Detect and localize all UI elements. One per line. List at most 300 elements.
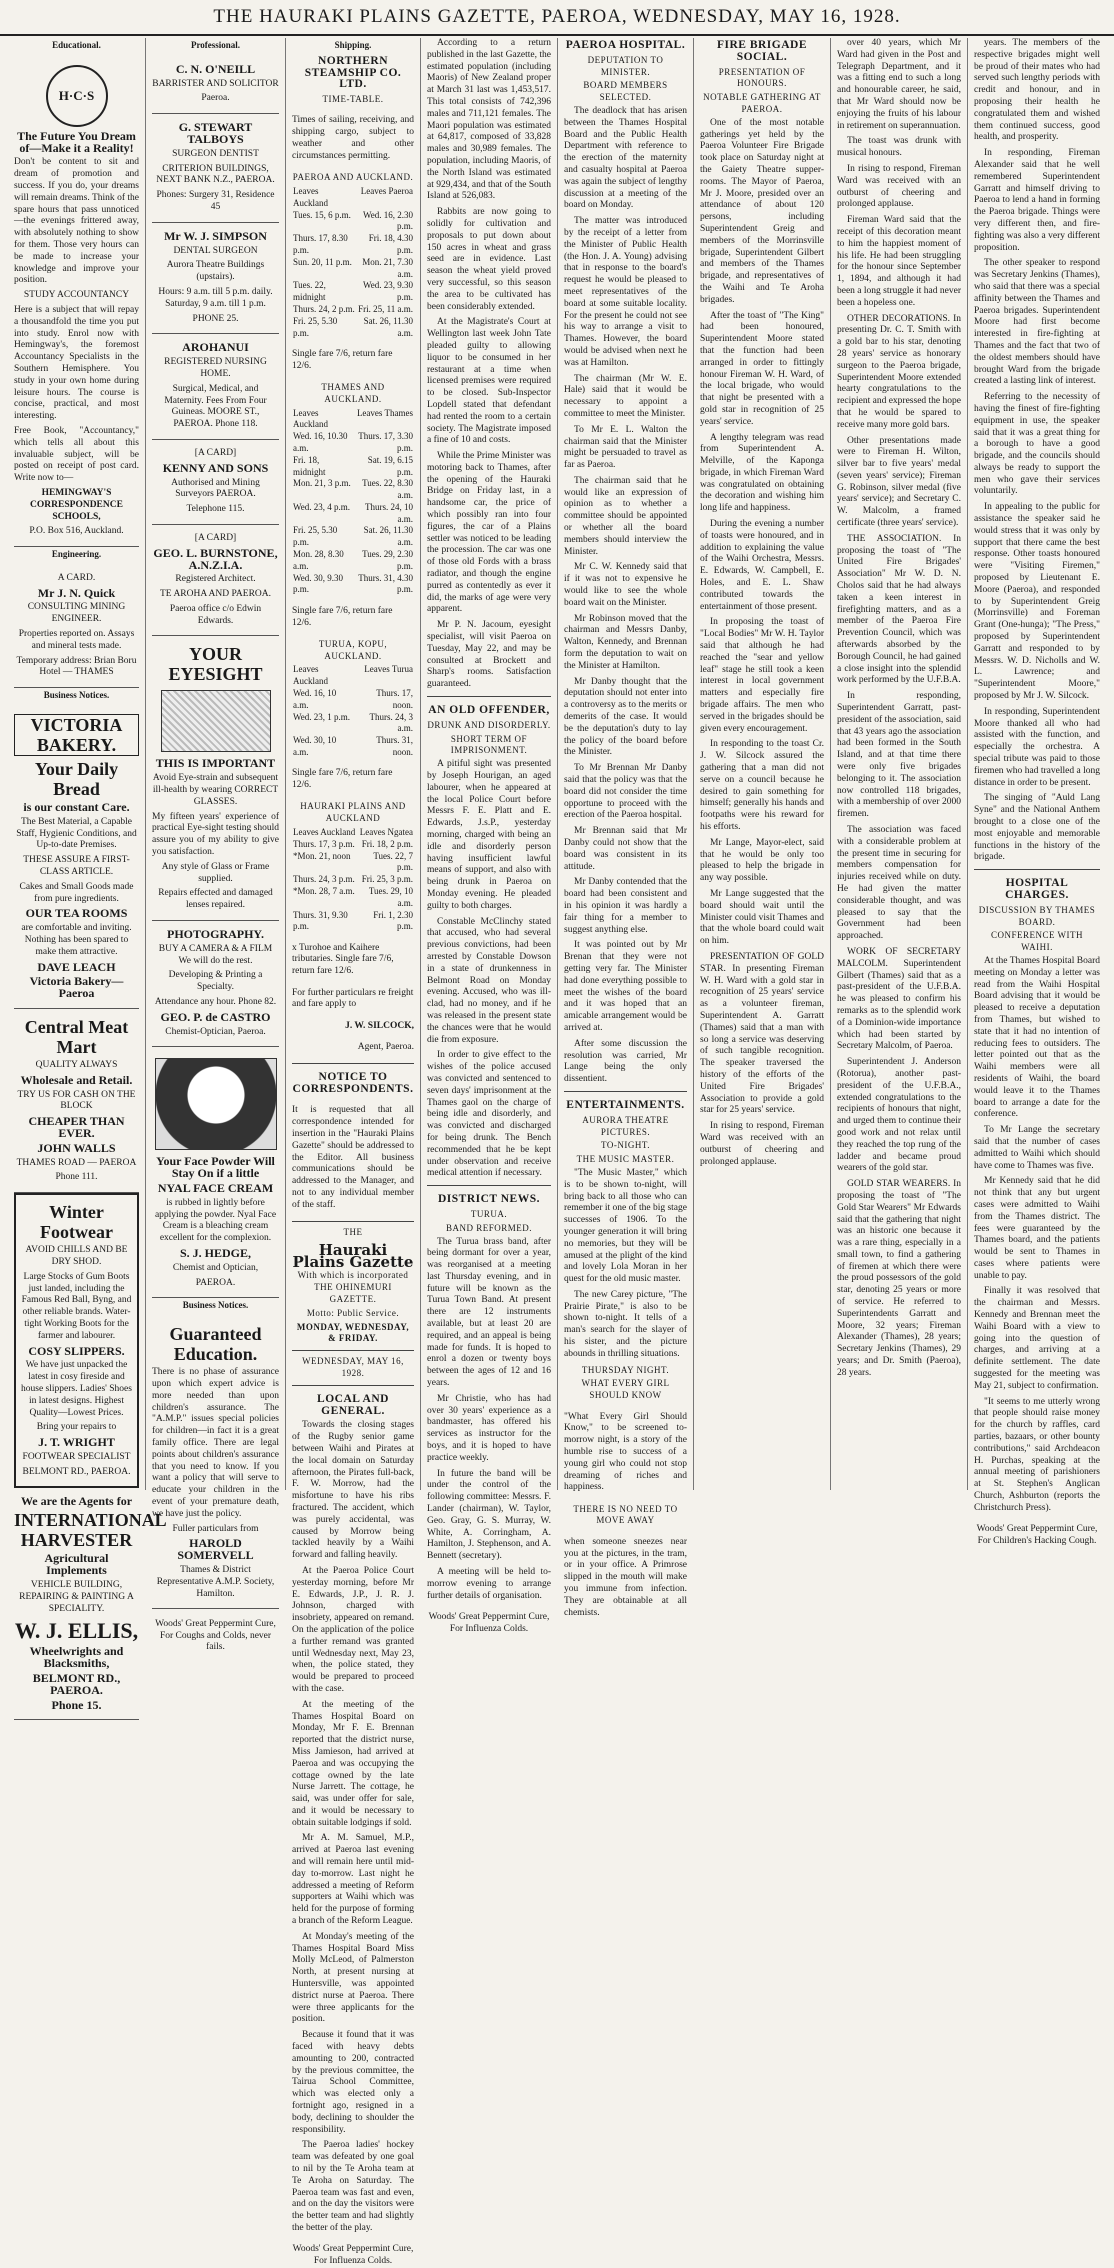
brigade-closing-body — [974, 38, 1100, 864]
talboys-phone: Phones: Surgery 31, Residence 45 — [156, 190, 275, 212]
gaz-sub: With which is incorporated THE OHINEMURI GAZETTE. — [297, 1270, 409, 1305]
bakery-sign: Victoria Bakery—Paeroa — [29, 974, 124, 1001]
article-paragraph: "It seems to me utterly wrong that people should raise money for the church by raffles, card parties, bazaars, or other bounty contributions," said Archdeacon H. Purchas, speaking at the annual meeting of parishioners at St. Stephen's Anglican Church, Ashburton (reports the Christchurch Press). — [974, 1396, 1100, 1513]
article-paragraph: While the Prime Minister was motoring back to Thames, after the opening of the Hauraki Bridge on Friday last, in a handsome car, the price of which possibly ran into four figures, the car of a Plains settler was noticed to be leading the procession. The car was one of those old Fords with a brass radiator, and though the engine purred as contentedly as ever it did, the marks of age were very apparent. — [427, 451, 551, 615]
timetable-row — [292, 851, 414, 875]
ent-head: ENTERTAINMENTS. — [566, 1098, 685, 1111]
corr-body: It is requested that all correspondence intended for insertion in the "Hauraki Plains Gazette" should be addressed to the Editor. All business communications should be addressed to the Manager, and not to any individual member of the staff. — [292, 1105, 414, 1210]
fw-body-2: We have just unpacked the latest in cosy fireside and house slippers. Ladies' Shoes in latest designs. Highest Quality—Lowest Prices. — [21, 1360, 132, 1418]
powder-head: Your Face Powder Will Stay On if a little — [156, 1154, 275, 1181]
pa-head: PAEROA AND AUCKLAND. — [292, 172, 414, 183]
article-paragraph: In responding, Fireman Alexander said that he well remembered Superintendent Garratt and himself driving to Paeroa to lend a hand in forming the Paeroa brigade. Things were very different then, and fire-fighting was also a very different proposition. — [974, 148, 1100, 253]
timetable-row — [292, 910, 414, 934]
article-paragraph: Rabbits are now going to solidly for cultivation and proposals to put down about 150 acres in wheat and grass seed are in evidence. Last season the wheat yield proved very successful, so this season the area to be cultivated has been considerably extended. — [427, 207, 551, 312]
section-label-business: Business Notices. — [43, 690, 110, 701]
ih-agents: We are the Agents for — [20, 1493, 133, 1508]
entertainments-body — [564, 1168, 687, 1361]
eyesight-ad — [152, 636, 279, 921]
hp-col-1: Leaves Ngatea — [359, 827, 413, 838]
freight-note: For further particulars re freight and fare apply to — [292, 987, 414, 1010]
gaz-date: WEDNESDAY, MAY 16, 1928. — [302, 1356, 404, 1378]
article-paragraph: The other speaker to respond was Secretary Jenkins (Thames), who said that there was a special affinity between the Thames and Paeroa brigades. Superintendent Moore had first become interested in fire-fighting at Thames and the fact that two of the oldest members should have brought Ward from the brigade created a lasting link of interest. — [974, 258, 1100, 387]
article-paragraph: The chairman said that he would like an expression of opinion as to whether a committee should be appointed or whether all the board members should interview the Minister. — [564, 475, 687, 557]
cure-ad-4: Woods' Great Peppermint Cure, For Influenza Colds. — [428, 1611, 550, 1634]
simpson-addr: Aurora Theatre Buildings (upstairs). — [166, 260, 265, 283]
hosp-sub: DEPUTATION TO MINISTER. — [587, 54, 664, 77]
timetable-cell: Mon. 28, 8.30 a.m. — [293, 549, 344, 571]
powder-name: NYAL FACE CREAM — [157, 1181, 274, 1196]
fw-owner-sub: FOOTWEAR SPECIALIST — [22, 1451, 131, 1462]
ent-nomove-body: when someone sneezes near you at the pictures, in the tram, or in your office. A Primrose slipped in the mouth will make you immune from infection. They are obtainable at all chemists. — [564, 1536, 687, 1618]
photo-dev: Developing & Printing a Specialty. — [168, 970, 263, 993]
timetable-row — [292, 316, 414, 340]
tt-head: TURUA, KOPU, AUCKLAND. — [318, 638, 388, 661]
meat-phone: Phone 111. — [55, 1172, 98, 1183]
timetable-cell: Tues. 22, midnight — [293, 280, 326, 303]
article-paragraph: Mr Brennan said that Mr Danby could not show that the board was consistent in its attitude. — [564, 826, 687, 872]
column-6 — [694, 38, 831, 1490]
hcs-free: Free Book, "Accountancy," which tells all about this invaluable subject, will be posted on receipt of post card. Write now to— — [14, 425, 139, 484]
article-paragraph: The Paeroa ladies' hockey team was defeated by one goal to nil by the Te Aroha team at Te Aroha on Saturday. The Paeroa team was fast and even, and on the day the visitors were the better team and had slightly the better of the play. — [292, 2140, 414, 2233]
amp-ad — [152, 1316, 279, 1609]
arohanui-title: REGISTERED NURSING HOME. — [164, 357, 267, 379]
article-paragraph: In responding, Superintendent Garratt, past-president of the association, said that 43 years ago the association had been formed in the South Island, and at that time there were only five brigades belonging to it. The association now controlled 118 brigades, with a membership of over 2000 firemen. — [837, 691, 961, 820]
timetable-cell: *Mon. 28, 7 a.m. — [293, 886, 355, 896]
article-paragraph: over 40 years, which Mr Ward had given in the Post and Telegraph Department, and it was a fitting end to such a long and honourable career, he said, that Mr Ward should now be enjoying the fruits of his labour in retirement on superannuation. — [837, 38, 961, 131]
timetable-row — [292, 478, 414, 502]
timetable-cell: Fri. 25, 3 p.m. — [361, 874, 413, 885]
offender-body — [427, 759, 551, 1180]
timetable-cell: Thurs. 17, 3 p.m. — [293, 838, 355, 849]
timetable-cell: Sat. 19, 6.15 p.m. — [367, 454, 413, 477]
architect-card — [152, 525, 279, 637]
timetable-cell: Fri. 18, midnight — [293, 454, 326, 477]
ns-title: NORTHERN STEAMSHIP CO. LTD. — [304, 54, 402, 91]
cure-ad-3: Woods' Great Peppermint Cure, For Influenza Colds. — [292, 2244, 414, 2267]
timetable-cell: Thurs. 17, 8.30 p.m. — [293, 233, 348, 255]
arohanui-name: AROHANUI — [182, 340, 249, 355]
timetable-row — [292, 525, 414, 549]
article-paragraph: Mr A. M. Samuel, M.P., arrived at Paeroa last evening and will remain here until mid-day to-morrow. Last night he addressed a meeting of Reform supporters at Waihi which was held for the purpose of forming a branch of the Reform League. — [292, 1833, 414, 1927]
timetable-cell: Wed. 16, 10.30 a.m. — [293, 431, 348, 453]
hcs-name: HEMINGWAY'S CORRESPONDENCE SCHOOLS, — [30, 487, 123, 522]
eye-body-4: Repairs effected and damaged lenses repaired. — [158, 888, 273, 911]
ent-thurs: THURSDAY NIGHT. — [581, 1364, 670, 1375]
timetable-cell: Fri. 25, 5.30 p.m. — [293, 525, 338, 548]
article-paragraph: In responding to the toast Cr. J. W. Silcock assured the gathering that a man did not serve on a council because he desired to gain something for himself; generally his hands and footpaths were his reward for his efforts. — [700, 739, 824, 832]
article-paragraph: In order to give effect to the wishes of the police accused was convicted and sentenced to seven days' imprisonment at the Thames gaol on the charge of being idle and disorderly, and was convicted and discharged for being drunk. The Bench recommended that he be kept under observation and receive medical attention if necessary. — [427, 1050, 551, 1179]
timetable-row — [292, 886, 414, 910]
castro-title: Chemist-Optician, Paeroa. — [165, 1026, 266, 1037]
hc-sub-2: CONFERENCE WITH WAIHI. — [990, 930, 1084, 953]
talboys-name: G. STEWART TALBOYS — [178, 120, 253, 146]
fw-sub: AVOID CHILLS AND BE DRY SHOD. — [25, 1245, 128, 1267]
bakery-slogan: Your Daily Bread — [34, 759, 119, 800]
amp-agent: HAROLD SOMERVELL — [177, 1536, 254, 1563]
district-body — [427, 1237, 551, 1603]
fw-repairs: Bring your repairs to — [36, 1422, 117, 1433]
fire-sub: PRESENTATION OF HONOURS. — [718, 66, 806, 89]
hcs-body: Don't be content to sit and dream of promotion and success. If you do, your dreams will remain dreams. Think of the spare hours that pass unnoticed—the evenings frittered away, with absolutely nothing to show for them. Those very hours can be made to increase your knowledge and improve your position. — [14, 157, 139, 286]
timetable-cell: Thurs. 17, noon. — [376, 688, 413, 710]
article-paragraph: At the meeting of the Thames Hospital Board on Monday, Mr F. E. Brennan reported that the district nurse, Miss Jamieson, had arrived at Paeroa and was occupying the cottage owned by the late Nurse Jarrett. The cottage, he said, was under offer for sale, and it would be necessary to obtain suitable lodgings if sold. — [292, 1699, 414, 1828]
arohanui-card — [152, 334, 279, 440]
article-paragraph: THE ASSOCIATION. In proposing the toast of "The United Fire Brigades' Association" Mr W. D. N. Cholos said that he had always taken a keen interest in firefighting matters, and as a member of the Paeroa Fire Prevention Council, which was afterwards absorbed by the Borough Council, he had gained a close insight into the splendid work performed by the U.F.B.A. — [837, 533, 961, 686]
bakery-tea-body: are comfortable and inviting. Nothing has been spared to make them attractive. — [21, 923, 132, 957]
timetable-cell: Sun. 20, 11 p.m. — [293, 256, 352, 267]
article-paragraph: A pitiful sight was presented by Joseph Hourigan, an aged labourer, when he appeared at the local Police Court before Messrs F. E. Platt and E. Edwards, J.s.P., yesterday morning, charged with being an idle and disorderly person having insufficient lawful means of support, and also with being drunk in Paeroa on Monday evening. He pleaded guilty to both charges. — [427, 759, 551, 911]
fw-body: Large Stocks of Gum Boots just landed, including the Famous Red Ball, Byng, and other reliable brands. Water-tight Working Boots for the farmer and labourer. — [21, 1271, 132, 1341]
district-head: DISTRICT NEWS. — [437, 1193, 540, 1206]
column-8 — [968, 38, 1106, 1546]
ellis-name: W. J. ELLIS, — [14, 1618, 139, 1644]
hospital-body — [564, 106, 687, 1086]
timetable-cell: Thurs. 24, 3 a.m. — [369, 711, 413, 734]
ta-fare: Single fare 7/6, return fare 12/6. — [292, 605, 393, 628]
fw-cosy: COSY SLIPPERS. — [28, 1343, 125, 1358]
quick-addr: Temporary address: Brian Boru Hotel — THAMES — [16, 655, 137, 678]
lusk-office: Paeroa office c/o Edwin Edwards. — [169, 603, 262, 626]
timetable-row — [292, 233, 414, 257]
article-paragraph: Referring to the necessity of having the finest of fire-fighting equipment in use, the speaker said that it was a great thing for a borough to have a good brigade, and the councils should always be ready to support the men who gave their services voluntarily. — [974, 392, 1100, 497]
column-5 — [558, 38, 694, 1618]
article-paragraph: "The Music Master," which is to be shown to-night, will bring back to all those who can remember it one of the big stage successes of 1906. To the younger generation it will bring no memories, but they will be amused at the plight of the kind and lovely Lola Moran in her quest for the old music master. — [564, 1167, 687, 1285]
talboys-title: SURGEON DENTIST — [172, 148, 259, 159]
timetable-cell: Tues. 15, 6 p.m. — [293, 209, 351, 220]
timetable-row — [292, 688, 414, 712]
simpson-name: Mr W. J. SIMPSON — [164, 228, 267, 243]
bakery-assure: THESE ASSURE A FIRST-CLASS ARTICLE. — [23, 855, 130, 878]
timetable-row — [292, 455, 414, 479]
eye-body-2: My fifteen years' experience of practical Eye-sight testing should assure you of my ability to give you satisfaction. — [152, 811, 279, 858]
article-paragraph: According to a return published in the last Gazette, the estimated population (including Maoris) of New Zealand proper at March 31 last was 1,453,517. This total consists of 742,396 males and 711,121 females. The Maori population was estimated at 64,817, composed of 33,828 males and 30,989 females. The population, including Maoris, of the North Island was estimated at 929,434, and that of the South Island at 526,083. — [427, 38, 552, 202]
ellis-addr: BELMONT RD., PAEROA. — [32, 1670, 121, 1697]
arohanui-body: Surgical, Medical, and Maternity. Fees From Four Guineas. MOORE ST., PAEROA. Phone 118. — [164, 383, 267, 430]
timetable-hauraki-plains — [292, 801, 414, 978]
oneill-title: BARRISTER AND SOLICITOR — [152, 78, 279, 89]
article-paragraph: A meeting will be held to-morrow evening to arrange further details of organisation. — [427, 1567, 551, 1601]
corr-head: NOTICE TO CORRESPONDENTS. — [292, 1071, 414, 1096]
offender-head: AN OLD OFFENDER, — [428, 704, 550, 717]
timetable-cell: Tues. 22, 7 p.m. — [373, 850, 413, 873]
article-paragraph: The singing of "Auld Lang Syne" and the National Anthem brought to a close one of the most enjoyable and memorable functions in the history of the brigade. — [974, 793, 1100, 863]
international-harvester-ad — [14, 1488, 167, 1721]
talboys-addr: CRITERION BUILDINGS, NEXT BANK N.Z., PAEROA. — [156, 163, 275, 186]
timetable-cell: Fri. 25, 5.30 p.m. — [293, 315, 338, 338]
ent-nomove: THERE IS NO NEED TO MOVE AWAY — [573, 1503, 678, 1526]
timetable-cell: Tues. 29, 10 a.m. — [368, 886, 413, 908]
timetable-row — [292, 280, 414, 304]
simpson-hours: Hours: 9 a.m. till 5 p.m. daily. Saturday, 9 a.m. till 1 p.m. — [158, 286, 273, 309]
timetable-row — [292, 735, 414, 759]
timetable-row — [292, 210, 414, 234]
ta-head: THAMES AND AUCKLAND. — [321, 381, 385, 404]
lusk-title: Registered Architect. — [175, 574, 256, 585]
timetable-cell: Thurs. 31, 4.30 p.m. — [358, 572, 413, 595]
article-paragraph: The new Carey picture, "The Prairie Pirate," is also to be shown to-night. It tells of a man's search for the slayer of his sister, and the picture abounds in thrilling situations. — [564, 1289, 687, 1359]
lusk-name: GEO. L. BURNSTONE, A.N.Z.I.A. — [153, 545, 278, 572]
meat-ws: Wholesale and Retail. — [20, 1072, 133, 1087]
article-paragraph: In appealing to the public for assistance the speaker said he would stress that it was only by support that there came the best response. Other toasts honoured were "Visiting Firemen," proposed by Lieutenant E. Moore (Paeroa), and responded to by Superintendent Greig (Morrinsville) and Foreman Grant (One-hunga); "The Press," proposed by Superintendent Garratt and responded to by Messrs. W. D. Nicholls and W. L. Lawrence; and "Superintendent Moore," proposed by Mr J. W. Silcock. — [974, 502, 1100, 702]
tt-fare: Single fare 7/6, return fare 12/6. — [292, 768, 393, 791]
hp-note: x Turohoe and Kaihere tributaries. Single fare 7/6, return fare 12/6. — [292, 942, 394, 977]
hedge-name: S. J. HEDGE, — [179, 1246, 251, 1260]
timetable-cell: Fri. 1, 2.30 p.m. — [373, 909, 413, 932]
timetable-row — [292, 502, 414, 526]
quick-title: CONSULTING MINING ENGINEER. — [27, 602, 126, 625]
article-paragraph: Mr Lange suggested that the board should wait until the Minister could visit Thames and that the whole board could wait on him. — [700, 888, 824, 947]
ent-tonight: TO-NIGHT. — [601, 1140, 650, 1151]
district-sub-2: BAND REFORMED. — [445, 1222, 532, 1233]
hcs-logo: H·C·S — [46, 65, 108, 127]
timetable-row — [292, 431, 414, 455]
article-paragraph: GOLD STAR WEARERS. In proposing the toast of "The Gold Star Wearers" Mr Edwards said that the gathering that night was an historic one because it was a rare thing, especially in a small town, to find a gathering of firemen at which there were the proud possessors of the gold star, denoting 25 years or more of service. He referred to Superintendents Garratt and Moore, 32 years; Fireman Alexander (Thames), 28 years; Secretary Jenkins (Thames), 29 years; and Dr. Smith (Paeroa), 28 years. — [837, 1179, 961, 1378]
hosp-sub-2: BOARD MEMBERS SELECTED. — [583, 80, 668, 103]
article-paragraph: At the Paeroa Police Court yesterday morning, before Mr E. Edwards, J.P., J. R. J. Johnson, charged with insobriety, appeared on remand. On the application of the police a further remand was granted until Wednesday next, May 23, when, the police stated, they would be prepared to proceed with the case. — [292, 1565, 414, 1694]
fw-title: Winter Footwear — [40, 1202, 113, 1243]
article-paragraph: It was pointed out by Mr Brenan that they were not getting very far. The Minister had done everything possible to meet the wishes of the board and it was hoped that an amicable arrangement would be arrived at. — [564, 940, 687, 1033]
article-paragraph: PRESENTATION OF GOLD STAR. In presenting Fireman W. H. Ward with a gold star in recognition of 25 years' service as a volunteer fireman, Superintendent A. Garratt (Thames) said that a man with so long a service was deserving of such tangible recognition. The speaker traversed the history of the efforts of the United Fire Brigades' Association to provide a gold star for 25 years' service. — [700, 951, 824, 1116]
amp-agent-2: Thames & District Representative A.M.P. Society, Hamilton. — [156, 1564, 275, 1599]
article-paragraph: In responding, Superintendent Moore thanked all who had assisted with the function, and especially the orchestra. A special tribute was paid to those firemen who had travelled a long distance in order to be present. — [974, 706, 1100, 788]
ih-name: INTERNATIONAL HARVESTER — [14, 1510, 167, 1551]
timetable-cell: Tues. 29, 2.30 p.m. — [362, 549, 413, 571]
article-paragraph: At the Magistrate's Court at Wellington last week John Tate pleaded guilty to allowing liquor to be consumed in her restaurant at a time when licensed premises were required to be closed. Sub-Inspector Lopdell stated that defendant had rented the room to a certain society. The Magistrate imposed a fine of 10 and costs. — [427, 317, 551, 446]
agent-name: J. W. SILCOCK, — [345, 1020, 414, 1031]
article-paragraph: Mr Danby thought that the deputation should not enter into a controversy as to the merits or demerits of the case. It would be the deputation's duty to lay the policy of the board before the Minister. — [564, 676, 687, 758]
cure-ad-8: Woods' Great Peppermint Cure, For Children's Hacking Cough. — [976, 1524, 1098, 1546]
timetable-turua — [292, 639, 414, 792]
pa-col-1: Leaves Paeroa — [360, 185, 413, 196]
hospital-charges-body — [974, 956, 1100, 1515]
ent-thurs-body: "What Every Girl Should Know," to be screened to-morrow night, is a story of the humble rise to success of a young girl who could not stop dreaming of riches and happiness. — [564, 1411, 687, 1493]
article-paragraph: Towards the closing stages of the Rugby senior game between Waihi and Pirates at the local domain on Saturday afternoon, the Pirates full-back, F. W. Morrow, had the misfortune to have his ribs fractured. The accident, which was purely accidental, was caused by Morrow being tackled heavily by a Waihi forward and falling heavily. — [292, 1420, 414, 1561]
hp-col-0: Leaves Auckland — [293, 827, 356, 838]
section-label-engineering: Engineering. — [51, 549, 102, 560]
hedge-town: PAEROA. — [195, 1277, 236, 1288]
article-paragraph: OTHER DECORATIONS. In presenting Dr. C. T. Smith with a gold bar to his star, denoting 28 years' service as honorary surgeon to the Paeroa brigade, Superintendent Moore extended hearty congratulations to the recipient and expressed the hope that he would be spared to receive many more gold bars. — [837, 313, 961, 430]
timetable-row — [292, 257, 414, 281]
local-head: LOCAL AND GENERAL. — [317, 1392, 389, 1417]
section-label-business-2: Business Notices. — [182, 1300, 249, 1311]
ent-thurs-sub: WHAT EVERY GIRL SHOULD KNOW — [581, 1378, 670, 1401]
kenny-card-label: [A CARD] — [194, 447, 237, 458]
article-paragraph: To Mr Brennan Mr Danby said that the policy was that the board did not consider the time opportune to proceed with the erection of the Paeroa hospital. — [564, 763, 687, 821]
hcs-tagline: The Future You Dream of—Make it a Reality! — [17, 128, 136, 155]
article-paragraph: Fireman Ward said that the receipt of this decoration meant to him the happiest moment of his life. He had been struggling for the honour since September 1, 1894, and although it had been a long struggle it had never been a hopeless one. — [837, 215, 961, 308]
article-paragraph: Mr Danby contended that the board had been consistent and in his opinion it was hardly a fair thing for a member to suggest anything else. — [564, 877, 687, 935]
masthead: THE HAURAKI PLAINS GAZETTE, PAEROA, WEDNESDAY, MAY 16, 1928. — [0, 0, 1114, 36]
article-paragraph: One of the most notable gatherings yet held by the Paeroa Volunteer Fire Brigade took place on Saturday night at the Gaiety Theatre supper-rooms. The Mayor of Paeroa, Mr J. Moore, presided over an attendance of about 120 persons, including Superintendent Greig and members of the Morrinsville brigade, Superintendent Gilbert and members of the Thames brigade, and representatives of the Waihi and Te Aroha brigades. — [700, 117, 824, 305]
timetable-cell: Fri. 18, 4.30 p.m. — [368, 233, 413, 255]
meat-addr: THAMES ROAD — PAEROA — [16, 1157, 137, 1168]
fire-head: FIRE BRIGADE SOCIAL. — [716, 39, 808, 63]
cure-ad: Woods' Great Peppermint Cure, For Coughs and Colds, never fails. — [155, 1618, 276, 1653]
hosp-head: PAEROA HOSPITAL. — [565, 39, 686, 51]
meat-try: TRY US FOR CASH ON THE BLOCK — [17, 1089, 136, 1112]
quick-name: Mr J. N. Quick — [37, 585, 116, 600]
meat-name: Central Meat Mart — [24, 1017, 129, 1058]
article-paragraph: Mr C. W. Kennedy said that if it was not to expensive he would like to see the whole board wait on the Minister. — [564, 562, 687, 608]
timetable-row — [292, 712, 414, 736]
timetable-cell: Fri. 18, 2 p.m. — [361, 838, 413, 849]
timetable-cell: Wed. 16, 2.30 p.m. — [362, 209, 413, 232]
column-3 — [286, 38, 421, 2267]
hcs-study: STUDY ACCOUNTANCY — [23, 290, 130, 301]
article-paragraph: To Mr Lange the secretary said that the number of cases admitted to Waihi which should have come to Thames was five. — [974, 1125, 1100, 1171]
bakery-body: The Best Material, a Capable Staff, Hygienic Conditions, and Up-to-date Premises. — [16, 816, 137, 851]
article-paragraph: The association was faced with a considerable problem at the present time in securing for members compensation for injuries received while on duty. He had given the matter considerable thought, and was pleased to say that the Government had been approached. — [837, 825, 961, 942]
nyal-face-cream-ad — [152, 1047, 279, 1298]
ns-sub: TIME-TABLE. — [322, 94, 384, 105]
eye-title: YOUR EYESIGHT — [168, 644, 263, 685]
bakery-sub: is our constant Care. — [23, 800, 130, 815]
section-label-educational: Educational. — [52, 40, 101, 50]
hedge-title: Chemist and Optician, — [172, 1262, 259, 1273]
fw-owner: J. T. WRIGHT — [38, 1435, 115, 1450]
hemingway-ad — [14, 56, 139, 547]
ent-sub: AURORA THEATRE PICTURES. — [582, 1114, 669, 1137]
timetable-cell: Sat. 26, 11.30 a.m. — [363, 525, 413, 548]
article-paragraph: The deadlock that has arisen between the Thames Hospital Board and the Public Health Department with reference to the erection of the maternity and casualty hospital at Paeroa was again the subject of lengthy discussion at a meeting of the board on Monday. — [564, 105, 687, 211]
tt-col-0: Leaves Auckland — [293, 664, 328, 687]
simpson-phone: PHONE 25. — [192, 313, 239, 324]
timetable-cell: Thurs. 24, 2 p.m. — [293, 303, 355, 314]
timetable-cell: Wed. 30, 10 a.m. — [293, 735, 337, 758]
quick-card: A CARD. — [57, 572, 96, 583]
timetable-row — [292, 839, 414, 851]
timetable-thames-auckland — [292, 382, 414, 629]
lusk-addr: TE AROHA AND PAEROA. — [159, 589, 272, 600]
article-paragraph: Other presentations made were to Fireman H. Wilton, silver bar to five years' medal (seven years' service); Fireman G. Robinson, silver medal (five years' service); and Secretary C. W. Malcolm, a framed certificate (three years' service). — [837, 435, 961, 529]
article-paragraph: Finally it was resolved that the chairman and Messrs. Kennedy and Brennan meet the Waihi Board with a view to going into the question of charges, and arriving at a definite settlement. The date suggested for the meeting was May 21, subject to confirmation. — [974, 1286, 1100, 1391]
local-general-body — [292, 1420, 414, 2234]
hp-head: HAURAKI PLAINS AND AUCKLAND — [300, 801, 406, 824]
timetable-row — [292, 573, 414, 597]
ih-services: VEHICLE BUILDING, REPAIRING & PAINTING A SPECIALITY. — [19, 1579, 134, 1614]
article-paragraph: The chairman (Mr W. E. Hale) said that it would be necessary to appoint a committee to meet the Minister. — [564, 373, 687, 419]
timetable-cell: Wed. 23, 4 p.m. — [293, 501, 351, 512]
timetable-cell: Wed. 23, 9.30 p.m. — [362, 280, 413, 303]
kenny-card — [152, 440, 279, 525]
article-paragraph: Mr Lange, Mayor-elect, said that he would be only too pleased to help the brigade in any way possible. — [700, 837, 824, 884]
kenny-phone: Telephone 115. — [186, 504, 245, 515]
agent-title: Agent, Paeroa. — [357, 1041, 414, 1052]
photo-att: Attendance any hour. Phone 82. — [154, 997, 277, 1008]
article-paragraph: A lengthy telegram was read from Superintendent A. Melville, of the Kaponga brigade, in which Fireman Ward was congratulated on obtaining the decoration and wishing him long life and happiness. — [700, 432, 824, 514]
article-paragraph: years. The members of the respective brigades might well be proud of their mates who had served such lengthy periods with credit and honour, and in proposing their health he congratulated them and wished them continued success, good health, and prosperity. — [974, 38, 1100, 143]
fw-addr: BELMONT RD., PAEROA. — [22, 1466, 131, 1477]
timetable-cell: Wed. 23, 1 p.m. — [293, 711, 351, 722]
bakery-tea: OUR TEA ROOMS — [25, 906, 128, 921]
column-1 — [8, 38, 167, 1712]
eye-important: THIS IS IMPORTANT — [155, 756, 276, 771]
meat-always: QUALITY ALWAYS — [35, 1060, 118, 1071]
amp-fuller: Fuller particulars from — [172, 1523, 259, 1534]
timetable-cell: Sat. 26, 11.30 a.m. — [363, 315, 413, 338]
timetable-row — [292, 874, 414, 886]
article-paragraph: The matter was introduced by the receipt of a letter from the Minister of Public Health (the Hon. J. A. Young) advising that in response to the board's request he would be pleased to meet representatives of the board at some suitable locality. For the present he could not see his way to arrange a visit to Thames. However, the board would be advised when next he was at Hamilton. — [564, 216, 687, 368]
timetable-cell: Thurs. 24, 10 a.m. — [365, 501, 413, 524]
news-items-body — [427, 38, 551, 691]
ent-tonight-sub: THE MUSIC MASTER. — [576, 1154, 675, 1165]
ellis-trade: Wheelwrights and Blacksmiths, — [29, 1644, 124, 1671]
oneill-card — [152, 56, 279, 114]
article-paragraph: At Monday's meeting of the Thames Hospital Board Miss Molly McLeod, of Palmerston North, at present nursing at Huntersville, was appointed district nurse at Paeroa. There were three applicants for the position. — [292, 1931, 414, 2025]
simpson-card — [152, 223, 279, 335]
section-label-professional: Professional. — [190, 40, 241, 50]
oneill-town: Paeroa. — [201, 93, 230, 104]
fire-brigade-continued-body — [837, 38, 961, 1380]
timetable-cell: Thurs. 31, noon. — [376, 735, 413, 758]
hc-sub: DISCUSSION BY THAMES BOARD. — [978, 904, 1096, 927]
simpson-title: DENTAL SURGEON — [173, 245, 258, 256]
fire-brigade-body — [700, 118, 824, 1169]
gaz-days: MONDAY, WEDNESDAY, & FRIDAY. — [296, 1321, 410, 1344]
article-paragraph: Mr P. N. Jacoum, eyesight specialist, will visit Paeroa on Tuesday, May 22, and may be consulted at Brockett and Sharp's rooms. Satisfaction guaranteed. — [427, 620, 551, 690]
article-paragraph: To Mr E. L. Walton the chairman said that the Minister might be persuaded to travel as far as Paeroa. — [564, 424, 687, 471]
hcs-addr: P.O. Box 516, Auckland. — [29, 526, 124, 537]
column-2 — [146, 38, 286, 1653]
timetable-cell: *Mon. 21, noon — [293, 850, 351, 861]
timetable-paeroa-auckland — [292, 172, 414, 372]
timetable-cell: Fri. 25, 11 a.m. — [358, 303, 413, 314]
timetable-cell: Mon. 21, 3 p.m. — [293, 478, 351, 489]
photo-title: PHOTOGRAPHY. — [166, 927, 264, 942]
ta-col-1: Leaves Thames — [356, 407, 413, 418]
ih-sub: Agricultural Implements — [44, 1551, 109, 1578]
hc-head: HOSPITAL CHARGES. — [1005, 877, 1069, 901]
article-paragraph: During the evening a number of toasts were honoured, and in addition to explaining the value of the Waihi Orchestra, Messrs. E. Edwards, W. Campbell, E. Holes, and E. L. Shaw contributed towards the entertainment of those present. — [700, 519, 824, 612]
kenny-title: Authorised and Mining Surveyors PAEROA. — [171, 477, 260, 500]
tt-col-1: Leaves Turua — [364, 664, 413, 675]
winter-footwear-ad — [14, 1193, 139, 1487]
article-paragraph: Mr Robinson moved that the chairman and Messrs Danby, Walton, Kennedy, and Brennan form the deputation to wait on the Minister at Hamilton. — [564, 613, 687, 671]
quick-body: Properties reported on. Assays and mineral tests made. — [18, 629, 135, 651]
article-paragraph: After some discussion the resolution was carried, Mr Lange being the only dissentient. — [564, 1038, 687, 1085]
amp-body: There is no phase of assurance upon which expert advice is more needed than upon children's assurance. The "A.M.P." issues special policies for children—in fact it is a great family office. There are legal points about children's assurance that you need to know. If you want a policy that will serve to educate your children in the event of your premature death, we have just the policy. — [152, 1367, 279, 1519]
castro-name: GEO. P. de CASTRO — [160, 1009, 271, 1024]
article-paragraph: In rising to respond, Fireman Ward was received with an outburst of cheering and prolonged applause. — [837, 163, 961, 210]
article-paragraph: Mr Christie, who has had over 30 years' experience as a bandmaster, has offered his services as instructor for the boys, and it is hoped to have practice weekly. — [427, 1393, 551, 1463]
amp-title: Guaranteed Education. — [169, 1324, 262, 1365]
timetable-cell: Wed. 16, 10 a.m. — [293, 688, 337, 710]
quick-card-ad — [14, 565, 139, 688]
ta-col-0: Leaves Auckland — [293, 407, 328, 430]
offender-sub-2: SHORT TERM OF IMPRISONMENT. — [450, 733, 528, 756]
district-sub: TURUA. — [470, 1208, 508, 1219]
article-paragraph: Constable McClinchy stated that accused, who had several previous convictions, had been arrested by Constable Dowson in a state of drunkenness in Belmont Road on Monday evening. Accused, who was ill-clad, had no money, and if he was released in the present state the chances were that he would die from exposure. — [427, 916, 551, 1045]
lady-illustration — [155, 1058, 277, 1150]
article-paragraph: After the toast of "The King" had been honoured, Superintendent Moore stated that the function had been arranged in order to fittingly honour Fireman W. H. Ward, of the local brigade, who would that night be presented with a gold star in recognition of 25 years' service. — [700, 310, 824, 427]
eye-body-3: Any style of Glass or Frame supplied. — [161, 861, 270, 884]
article-paragraph: Mr Kennedy said that he did not think that any but urgent cases were admitted to Waihi from the Thames district. The fees were guaranteed by the Thames board, and the patients would be sent to Thames in cases where patients were unable to pay. — [974, 1176, 1100, 1281]
article-paragraph: At the Thames Hospital Board meeting on Monday a letter was read from the Waihi Hospital Board advising that it would be pleased to receive a deputation from Thames, but wished to state that it had no intention of reducing fees to outsiders. The letter pointed out that as the Waihi members were all residents of Waihi, the board would leave it to the Thames board to arrange a date for the conference. — [974, 955, 1100, 1120]
gazette-logo: Hauraki Plains Gazette — [292, 1240, 414, 1271]
meat-owner: JOHN WALLS — [37, 1140, 116, 1155]
lusk-card-label: [A CARD] — [194, 532, 237, 543]
offender-sub: DRUNK AND DISORDERLY. — [427, 719, 551, 730]
article-paragraph: The Turua brass band, after being dormant for over a year, was reorganised at a meeting last Thursday evening, and in future will be known as the Turua Town Band. At present there are 12 instruments available, but at least 20 are required, and an appeal is being made for funds. It is hoped to enrol a dozen or twenty boys between the ages of 12 and 16 years. — [427, 1236, 551, 1389]
hcs-body-2: Here is a subject that will repay a thousandfold the time you put into study. Enrol now with Hemingway's, the foremost Accountancy Specialists in the Southern Hemisphere. You study in your own home during leisure hours. The course is concise, practical, and most interesting. — [14, 304, 139, 422]
pa-fare: Single fare 7/6, return fare 12/6. — [292, 348, 393, 371]
eye-illustration — [161, 690, 271, 752]
column-7 — [831, 38, 968, 1490]
fire-sub-2: NOTABLE GATHERING AT PAEROA. — [703, 92, 821, 114]
timetable-cell: Thurs. 31, 9.30 p.m. — [293, 909, 348, 932]
powder-body: is rubbed in lightly before applying the powder. Nyal Face Cream is a bleaching cream excellent for the complexion. — [154, 1197, 277, 1244]
photo-body: BUY A CAMERA & A FILM We will do the rest. — [158, 943, 273, 966]
